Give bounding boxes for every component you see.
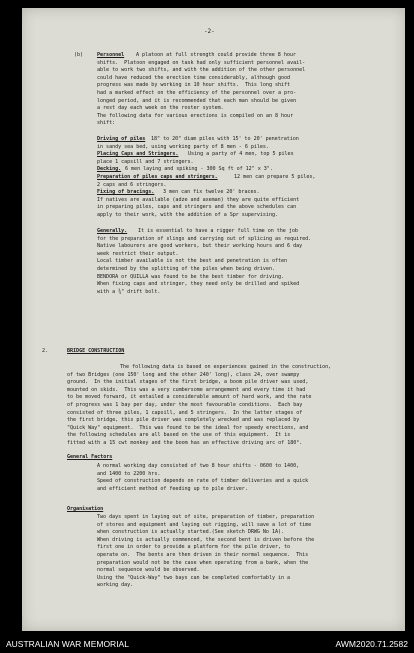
body-line: able to work two shifts, and with the addition of the other personnel [97,67,306,74]
organisation-line: first one in order to provide a platform for the pile driver, to [97,544,291,551]
section-2-line: "Quick Way" equipment. This was found to be the ideal for speedy erections, and [67,424,309,431]
body-line: shifts. Platoon engaged on task had only sufficient personnel avail- [97,59,306,66]
body-line: A platoon at full strength could provide three 8 hour [136,52,296,58]
organisation-line: operate on. The bents are then driven in their normal sequence. This [97,552,309,558]
body-line: shift: [97,120,116,127]
generally-line: It is essential to have a rigger full time on the job [138,228,298,234]
item-line: place 1 capsill and 7 stringers. [97,158,194,165]
section-2-line: the first bridge, this pile driver was completely wrecked and was replaced by [67,417,300,424]
general-factors-line: A normal working day consisted of two 8 hour shifts - 0600 to 1400, [97,463,300,469]
item-line: Using a party of 4 men, top 5 piles [188,151,294,158]
organisation-line: When driving is actually commenced, the second bent is driven before the [97,536,315,543]
section-2-line: the following schedules are all based on the use of this equipment. It is [67,432,291,439]
item-line: in sandy sea bed, using working party of 8 men - 6 piles. [97,143,269,150]
section-2-number: 2. [42,348,49,354]
section-b-label: (b) [74,52,84,58]
organisation-line: preparation would not be the case when operating from a bank, when the [97,559,309,566]
organisation-line: Using the "Quick-Way" two bays can be completed comfortably in a [97,574,291,581]
item-line: 18" to 20" diam piles with 15' to 20' penetration [151,136,299,142]
item-line: If natives are available (adze and axeman) they are quite efficient [97,196,300,203]
general-factors-line: and 1400 to 2200 hrs. [97,470,161,477]
section-2-line: of progress was 1 bay per day, under the most favourable conditions. Each bay [67,402,303,408]
section-b-heading: Personnel [97,52,125,58]
item-line: apply to their work, with the addition of a Spr supervising. [97,212,279,218]
generally-heading: Generally. [97,228,128,234]
generally-line: Local timber available is not the best and penetration is often [97,258,288,265]
organisation-line: working day. [97,582,134,589]
organisation-line: normal sequence would be observed. [97,567,200,574]
generally-line: Native labourers are good workers, but their working hours and 6 day [97,243,303,250]
section-2-line: fitted with a 15 cwt monkey and the boom has an effective driving arc of 180°. [67,440,303,446]
generally-line: When fixing caps and stringer, they need only be drilled and spiked [97,281,300,288]
item-heading-driving-piles: Driving of piles [97,136,146,142]
item-line: 12 men can prepare 5 piles, [234,174,316,180]
generally-line: BENDORA or QUILLA was found to be the best timber for driving. [97,273,285,280]
body-line: had a marked effect on the efficiency of the personnel over a pro- [97,90,297,96]
organisation-line: of stores and equipment and laying out rigging, will save a lot of time [97,521,312,528]
footer-bar [0,631,414,653]
generally-line: for the preparation of slings and carrying out of splicing as required. [97,235,312,242]
general-factors-line: and efficient method of feeding up to pile driver. [97,485,248,492]
footer-institution: AUSTRALIAN WAR MEMORIAL [6,639,129,649]
item-line: 6 men laying and spiking - 300 Sq ft of 12" x 3". [125,166,273,173]
generally-line: determined by the splitting of the piles when being driven. [97,266,275,272]
item-heading-decking: Decking. [97,166,122,173]
general-factors-heading: General Factors [67,454,113,460]
section-2-line: ground. In the initial stages of the first bridge, a boom pile driver was used, [67,379,309,386]
body-line: longed period, and it is recommended that each man should be given [97,97,297,104]
item-heading-placing-caps: Placing Caps and Stringers. [97,151,179,158]
item-line: 2 caps and 6 stringers. [97,181,167,188]
footer-reference-id: AWM2020.71.2582 [335,639,408,649]
organisation-heading: Organisation [67,506,104,512]
section-2-line: to be moved forward, it entailed a considerable amount of hard work, and the rate [67,394,312,401]
item-line: 3 men can fix twelve 20' braces. [163,189,260,196]
section-2-line: consisted of three piles, 1 capsill, and 5 stringers. In the latter stages of [67,409,303,416]
document-page [22,8,405,631]
section-2-heading: BRIDGE CONSTRUCTION [67,348,125,354]
page-number: -2- [204,28,215,35]
organisation-line: Two days spent in laying out of site, preparation of timber, preparation [97,514,315,520]
item-heading-preparation: Preparation of piles caps and stringers. [97,174,218,180]
general-factors-line: Speed of construction depends on rate of timber deliveries and a quick [97,478,309,485]
section-2-line: of two Bridges (one 150' long and the other 240' long), class 24, over swampy [67,371,300,378]
generally-line: week restrict their output. [97,250,179,257]
item-line: in preparing piles, caps and stringers and the above schedules can [97,204,297,211]
body-line: could have reduced the erection time considerably, although good [97,74,291,81]
section-2-line: mounted on skids. This was a very cumbersome arrangement and every time it had [67,386,306,393]
generally-line: with a ¾" drift bolt. [97,288,161,295]
organisation-line: when construction is actually started.(See sketch DRWG No 1A). [97,529,285,536]
body-line: The following data for various erections is compiled on an 8 hour [97,112,294,119]
item-heading-bracings: Fixing of bracings. [97,189,155,196]
body-line: progress was made by working in 10 hour shifts. This long shift [97,82,291,89]
section-2-line: The following data is based on experiences gained in the construction, [120,364,332,370]
body-line: a rest day each week on the roster system. [97,105,224,112]
